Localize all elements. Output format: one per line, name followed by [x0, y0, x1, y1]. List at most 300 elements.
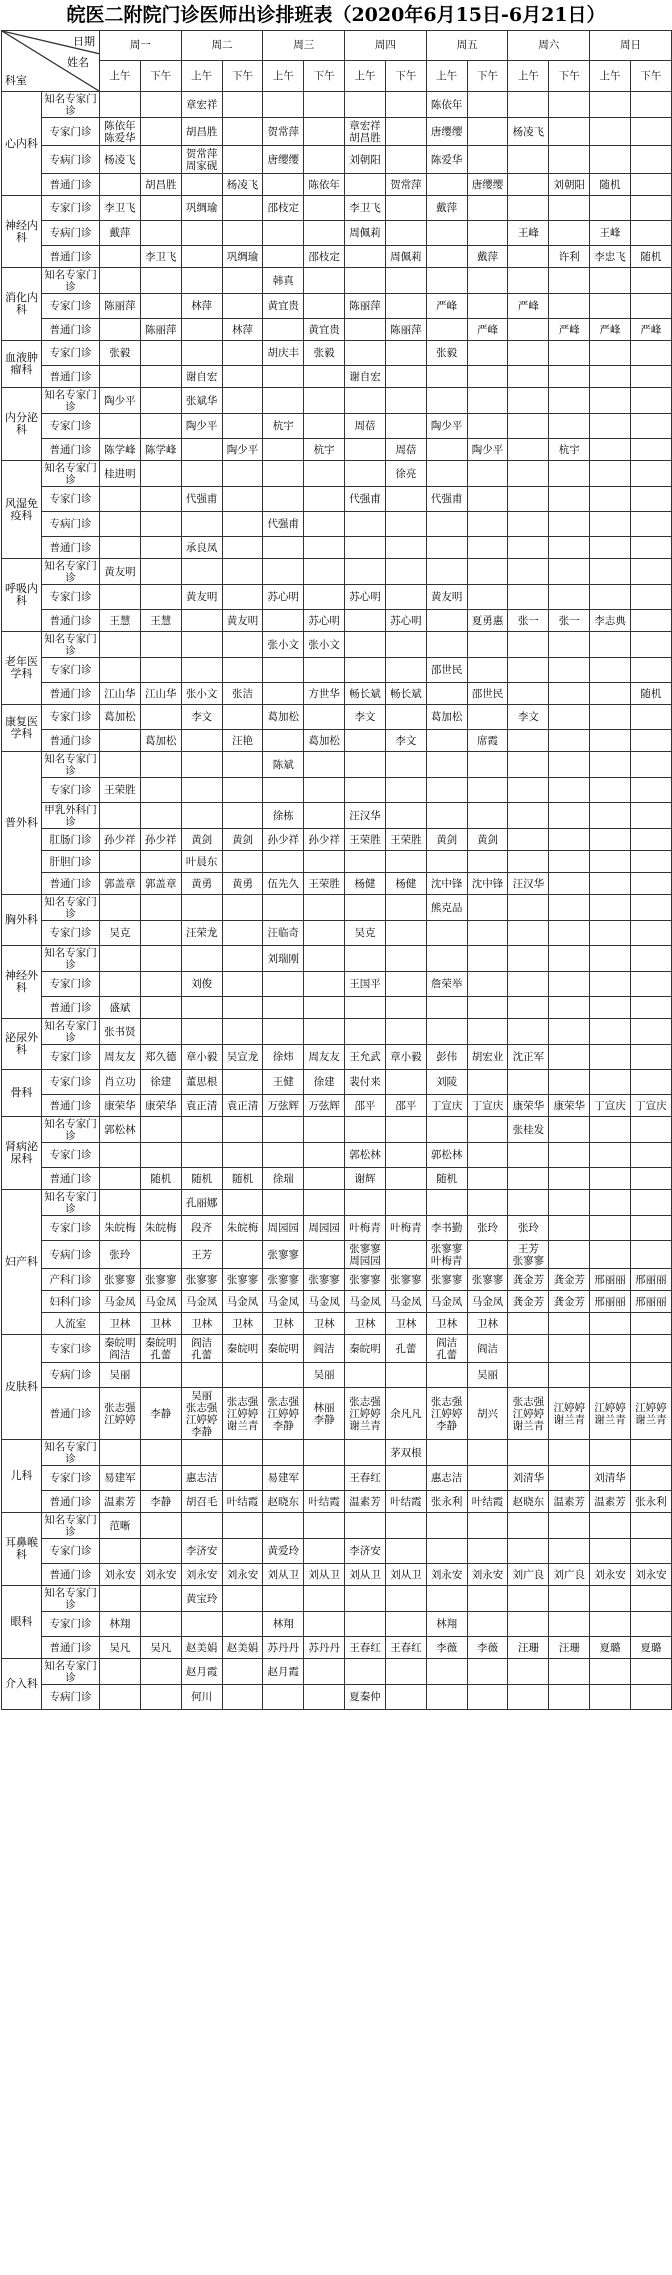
schedule-cell	[385, 705, 426, 730]
schedule-cell	[140, 921, 181, 946]
schedule-cell	[385, 1070, 426, 1095]
schedule-cell: 汪珊	[549, 1637, 590, 1659]
schedule-cell: 畅长斌	[385, 683, 426, 705]
schedule-cell: 段齐	[181, 1216, 222, 1241]
schedule-cell	[630, 1440, 671, 1466]
schedule-cell: 卫林	[222, 1313, 263, 1335]
schedule-cell	[222, 1070, 263, 1095]
schedule-cell	[181, 439, 222, 461]
schedule-cell: 桂进明	[100, 461, 141, 487]
schedule-cell	[345, 1363, 386, 1388]
schedule-cell	[467, 294, 508, 319]
schedule-cell	[590, 1685, 631, 1710]
schedule-cell: 唐缨缨	[263, 146, 304, 174]
table-row	[2, 1313, 672, 1335]
schedule-cell	[426, 366, 467, 388]
schedule-cell: 卫林	[100, 1313, 141, 1335]
schedule-cell: 李薇	[426, 1637, 467, 1659]
schedule-cell	[508, 1143, 549, 1168]
day-header: 周四	[345, 31, 427, 61]
schedule-cell	[304, 1168, 345, 1190]
schedule-cell	[222, 294, 263, 319]
schedule-cell	[508, 92, 549, 118]
clinic-type: 普通门诊	[42, 246, 100, 268]
department-name: 胸外科	[2, 895, 42, 946]
schedule-cell	[549, 632, 590, 658]
schedule-cell	[590, 1659, 631, 1685]
schedule-cell: 马金凤	[345, 1291, 386, 1313]
schedule-cell	[630, 118, 671, 146]
schedule-cell	[426, 778, 467, 803]
schedule-cell: 苏心明	[385, 610, 426, 632]
schedule-cell	[508, 512, 549, 537]
schedule-cell	[263, 1513, 304, 1539]
schedule-cell	[263, 658, 304, 683]
schedule-cell: 刘永安	[426, 1564, 467, 1586]
schedule-cell: 黄友明	[100, 559, 141, 585]
schedule-cell	[140, 752, 181, 778]
schedule-cell	[263, 319, 304, 341]
schedule-cell	[304, 752, 345, 778]
schedule-cell: 朱皖梅	[140, 1216, 181, 1241]
table-row	[2, 829, 672, 851]
schedule-cell	[140, 972, 181, 997]
schedule-cell	[508, 246, 549, 268]
schedule-cell	[426, 1019, 467, 1045]
schedule-cell	[263, 439, 304, 461]
schedule-cell	[549, 146, 590, 174]
schedule-cell	[222, 461, 263, 487]
table-row	[2, 1269, 672, 1291]
schedule-cell	[140, 1513, 181, 1539]
table-row	[2, 1143, 672, 1168]
clinic-type: 专家门诊	[42, 1335, 100, 1363]
schedule-cell	[181, 1019, 222, 1045]
schedule-cell: 刘永安	[222, 1564, 263, 1586]
schedule-cell	[385, 1612, 426, 1637]
schedule-cell	[630, 1019, 671, 1045]
table-row	[2, 268, 672, 294]
schedule-cell: 万弦辉	[304, 1095, 345, 1117]
schedule-cell	[630, 1335, 671, 1363]
table-row	[2, 803, 672, 829]
schedule-cell: 胡兴	[467, 1388, 508, 1440]
schedule-cell	[140, 1659, 181, 1685]
schedule-cell	[590, 366, 631, 388]
schedule-cell: 马金凤	[140, 1291, 181, 1313]
schedule-cell	[508, 487, 549, 512]
schedule-cell	[100, 1190, 141, 1216]
schedule-cell	[304, 461, 345, 487]
schedule-cell: 马金凤	[263, 1291, 304, 1313]
schedule-cell: 惠志洁	[426, 1466, 467, 1491]
schedule-cell	[549, 559, 590, 585]
schedule-cell	[590, 1190, 631, 1216]
schedule-cell: 阎洁 孔蕾	[181, 1335, 222, 1363]
table-row	[2, 1216, 672, 1241]
schedule-cell	[630, 585, 671, 610]
schedule-cell	[590, 1513, 631, 1539]
schedule-cell: 卫林	[304, 1313, 345, 1335]
schedule-cell: 夏秦仲	[345, 1685, 386, 1710]
schedule-cell	[263, 174, 304, 196]
clinic-type: 专病门诊	[42, 512, 100, 537]
schedule-cell: 周佩莉	[345, 221, 386, 246]
schedule-cell: 王健	[263, 1070, 304, 1095]
schedule-cell	[630, 196, 671, 221]
schedule-cell	[467, 752, 508, 778]
schedule-cell	[304, 268, 345, 294]
schedule-cell: 陶少平	[222, 439, 263, 461]
schedule-cell	[100, 319, 141, 341]
schedule-cell	[100, 1539, 141, 1564]
schedule-cell: 张寥寥	[181, 1269, 222, 1291]
schedule-cell	[345, 632, 386, 658]
schedule-cell	[590, 921, 631, 946]
schedule-cell	[345, 730, 386, 752]
schedule-cell	[140, 537, 181, 559]
schedule-cell: 邵枝定	[263, 196, 304, 221]
schedule-cell: 李文	[345, 705, 386, 730]
schedule-cell	[549, 1539, 590, 1564]
schedule-cell: 谢辉	[345, 1168, 386, 1190]
schedule-cell	[549, 118, 590, 146]
schedule-cell: 杨凌飞	[508, 118, 549, 146]
schedule-cell	[467, 461, 508, 487]
schedule-cell: 张寥寥	[222, 1269, 263, 1291]
schedule-cell: 沈中锋	[467, 873, 508, 895]
schedule-cell	[140, 268, 181, 294]
schedule-cell	[345, 1513, 386, 1539]
clinic-type: 专家门诊	[42, 1466, 100, 1491]
schedule-cell: 葛加松	[140, 730, 181, 752]
schedule-cell	[508, 1659, 549, 1685]
pm-header: 下午	[549, 60, 590, 91]
schedule-cell: 汪珊	[508, 1637, 549, 1659]
schedule-cell	[590, 873, 631, 895]
schedule-cell	[181, 319, 222, 341]
schedule-cell: 李文	[385, 730, 426, 752]
schedule-cell	[222, 946, 263, 972]
schedule-cell: 康荣华	[140, 1095, 181, 1117]
clinic-type: 普通门诊	[42, 1388, 100, 1440]
department-name: 儿科	[2, 1440, 42, 1513]
schedule-cell	[181, 559, 222, 585]
schedule-cell	[345, 268, 386, 294]
department-name: 耳鼻喉科	[2, 1513, 42, 1586]
table-row	[2, 1190, 672, 1216]
schedule-cell	[630, 705, 671, 730]
schedule-cell: 王荣胜	[345, 829, 386, 851]
schedule-cell: 黄剑	[222, 829, 263, 851]
schedule-cell: 万弦辉	[263, 1095, 304, 1117]
schedule-cell	[140, 1612, 181, 1637]
schedule-cell	[467, 512, 508, 537]
clinic-type: 产科门诊	[42, 1269, 100, 1291]
schedule-cell: 谢自宏	[345, 366, 386, 388]
schedule-cell: 随机	[426, 1168, 467, 1190]
schedule-cell	[630, 366, 671, 388]
schedule-cell	[385, 414, 426, 439]
schedule-cell	[630, 997, 671, 1019]
schedule-cell	[549, 1685, 590, 1710]
schedule-cell: 王荣胜	[304, 873, 345, 895]
schedule-cell: 严峰	[630, 319, 671, 341]
schedule-cell: 胡昌胜	[140, 174, 181, 196]
schedule-cell	[630, 388, 671, 414]
clinic-type: 专病门诊	[42, 146, 100, 174]
schedule-cell	[222, 146, 263, 174]
clinic-type: 知名专家门诊	[42, 92, 100, 118]
schedule-cell	[222, 388, 263, 414]
schedule-cell	[590, 829, 631, 851]
schedule-cell	[263, 610, 304, 632]
schedule-cell	[181, 512, 222, 537]
schedule-cell	[222, 632, 263, 658]
schedule-cell	[630, 1070, 671, 1095]
table-row	[2, 1070, 672, 1095]
schedule-cell	[549, 585, 590, 610]
schedule-cell	[222, 752, 263, 778]
schedule-cell: 张寥寥	[304, 1269, 345, 1291]
schedule-cell	[100, 1143, 141, 1168]
schedule-cell	[304, 294, 345, 319]
schedule-cell: 随机	[590, 174, 631, 196]
schedule-cell	[140, 294, 181, 319]
schedule-cell	[467, 1659, 508, 1685]
schedule-cell: 王慧	[100, 610, 141, 632]
schedule-cell	[385, 1143, 426, 1168]
schedule-cell	[385, 921, 426, 946]
clinic-type: 专家门诊	[42, 1143, 100, 1168]
clinic-type: 普通门诊	[42, 537, 100, 559]
schedule-cell	[222, 778, 263, 803]
clinic-type: 知名专家门诊	[42, 1019, 100, 1045]
schedule-cell: 张毅	[426, 341, 467, 366]
schedule-cell	[590, 196, 631, 221]
department-name: 泌尿外科	[2, 1019, 42, 1070]
schedule-cell: 李济安	[345, 1539, 386, 1564]
schedule-cell: 卫林	[426, 1313, 467, 1335]
schedule-cell: 黄友明	[222, 610, 263, 632]
schedule-cell	[467, 1019, 508, 1045]
schedule-cell	[222, 92, 263, 118]
schedule-cell	[590, 559, 631, 585]
table-row	[2, 921, 672, 946]
schedule-cell	[467, 1685, 508, 1710]
clinic-type: 人流室	[42, 1313, 100, 1335]
schedule-cell	[549, 972, 590, 997]
schedule-cell: 赵晓东	[263, 1491, 304, 1513]
schedule-cell	[467, 632, 508, 658]
schedule-cell: 吴丽	[100, 1363, 141, 1388]
clinic-type: 专家门诊	[42, 705, 100, 730]
schedule-cell: 刘从卫	[263, 1564, 304, 1586]
table-row	[2, 1586, 672, 1612]
clinic-type: 知名专家门诊	[42, 1513, 100, 1539]
schedule-cell	[426, 559, 467, 585]
schedule-cell: 王国平	[345, 972, 386, 997]
schedule-cell: 张永利	[426, 1491, 467, 1513]
schedule-cell: 吴丽 张志强 江婷婷 李静	[181, 1388, 222, 1440]
schedule-cell: 何川	[181, 1685, 222, 1710]
schedule-cell: 陈依年	[304, 174, 345, 196]
schedule-cell	[140, 512, 181, 537]
schedule-cell: 杨凌飞	[100, 146, 141, 174]
schedule-cell	[590, 1313, 631, 1335]
schedule-cell: 丁宣庆	[426, 1095, 467, 1117]
schedule-cell	[345, 1117, 386, 1143]
schedule-cell: 巩绸瑜	[222, 246, 263, 268]
schedule-cell	[590, 268, 631, 294]
schedule-cell	[304, 537, 345, 559]
schedule-cell: 吴丽	[467, 1363, 508, 1388]
table-row	[2, 537, 672, 559]
schedule-cell	[222, 1685, 263, 1710]
schedule-cell	[426, 1659, 467, 1685]
schedule-cell	[263, 1190, 304, 1216]
schedule-cell: 肖立功	[100, 1070, 141, 1095]
schedule-cell: 朱皖梅	[222, 1216, 263, 1241]
schedule-cell	[426, 1685, 467, 1710]
schedule-cell	[222, 1363, 263, 1388]
schedule-cell: 沈中锋	[426, 873, 467, 895]
schedule-cell	[590, 946, 631, 972]
schedule-cell	[549, 1019, 590, 1045]
schedule-cell: 林丽 李静	[304, 1388, 345, 1440]
table-row	[2, 1019, 672, 1045]
pm-header: 下午	[140, 60, 181, 91]
schedule-cell: 叶梅青	[385, 1216, 426, 1241]
schedule-cell: 王春红	[345, 1637, 386, 1659]
schedule-cell: 丁宣庆	[467, 1095, 508, 1117]
schedule-cell: 吴丽	[304, 1363, 345, 1388]
schedule-cell	[100, 512, 141, 537]
schedule-cell	[426, 1363, 467, 1388]
schedule-cell	[304, 487, 345, 512]
clinic-type: 知名专家门诊	[42, 1117, 100, 1143]
schedule-cell: 孙少祥	[140, 829, 181, 851]
clinic-type: 普通门诊	[42, 439, 100, 461]
schedule-cell	[426, 461, 467, 487]
department-name: 皮肤科	[2, 1335, 42, 1440]
schedule-cell	[630, 778, 671, 803]
schedule-cell	[630, 1117, 671, 1143]
schedule-cell: 陶少平	[467, 439, 508, 461]
schedule-cell: 邵世民	[426, 658, 467, 683]
schedule-cell: 王慧	[140, 610, 181, 632]
schedule-cell: 张一	[508, 610, 549, 632]
schedule-cell	[304, 1586, 345, 1612]
schedule-cell: 承良凤	[181, 537, 222, 559]
am-header: 上午	[263, 60, 304, 91]
schedule-cell: 邵平	[345, 1095, 386, 1117]
schedule-cell	[549, 537, 590, 559]
schedule-cell	[222, 1440, 263, 1466]
schedule-cell	[630, 972, 671, 997]
schedule-cell	[222, 895, 263, 921]
schedule-cell: 李薇	[467, 1637, 508, 1659]
schedule-cell	[508, 1539, 549, 1564]
schedule-cell: 贺常萍	[263, 118, 304, 146]
schedule-cell	[630, 1168, 671, 1190]
schedule-cell	[181, 461, 222, 487]
schedule-cell	[508, 851, 549, 873]
clinic-type: 专家门诊	[42, 778, 100, 803]
schedule-cell	[590, 1045, 631, 1070]
department-name: 妇产科	[2, 1190, 42, 1335]
schedule-cell	[222, 221, 263, 246]
schedule-cell	[549, 1313, 590, 1335]
schedule-cell: 江山华	[100, 683, 141, 705]
schedule-cell	[345, 997, 386, 1019]
schedule-cell	[426, 851, 467, 873]
schedule-cell	[100, 895, 141, 921]
schedule-cell	[222, 366, 263, 388]
schedule-cell	[385, 1659, 426, 1685]
schedule-cell	[630, 1466, 671, 1491]
schedule-cell	[630, 174, 671, 196]
table-row	[2, 778, 672, 803]
table-row	[2, 1637, 672, 1659]
table-row	[2, 972, 672, 997]
schedule-cell	[549, 705, 590, 730]
schedule-cell: 随机	[630, 683, 671, 705]
schedule-cell	[100, 972, 141, 997]
table-row	[2, 683, 672, 705]
schedule-cell: 汪临奇	[263, 921, 304, 946]
schedule-cell: 马金凤	[426, 1291, 467, 1313]
table-row	[2, 461, 672, 487]
clinic-type: 普通门诊	[42, 610, 100, 632]
schedule-cell: 章宏祥	[181, 92, 222, 118]
schedule-cell: 张斌华	[181, 388, 222, 414]
schedule-cell: 严峰	[426, 294, 467, 319]
schedule-cell	[630, 439, 671, 461]
schedule-cell	[549, 683, 590, 705]
schedule-cell	[385, 118, 426, 146]
schedule-cell	[467, 1117, 508, 1143]
schedule-cell: 刘永安	[140, 1564, 181, 1586]
schedule-cell	[549, 1659, 590, 1685]
department-name: 骨科	[2, 1070, 42, 1117]
schedule-cell: 黄宝玲	[181, 1586, 222, 1612]
schedule-cell	[467, 1539, 508, 1564]
schedule-cell: 孔丽娜	[181, 1190, 222, 1216]
schedule-cell: 随机	[181, 1168, 222, 1190]
schedule-cell	[222, 1539, 263, 1564]
schedule-cell	[304, 1440, 345, 1466]
schedule-cell	[467, 487, 508, 512]
schedule-cell	[467, 1466, 508, 1491]
schedule-cell	[549, 851, 590, 873]
schedule-cell	[140, 118, 181, 146]
schedule-cell	[630, 1363, 671, 1388]
clinic-type: 知名专家门诊	[42, 895, 100, 921]
schedule-cell	[590, 632, 631, 658]
schedule-cell	[467, 1070, 508, 1095]
clinic-type: 专病门诊	[42, 1241, 100, 1269]
schedule-cell: 张寥寥	[385, 1269, 426, 1291]
schedule-cell	[590, 851, 631, 873]
schedule-cell: 马金凤	[100, 1291, 141, 1313]
schedule-cell: 张玲	[100, 1241, 141, 1269]
schedule-cell: 朱皖梅	[100, 1216, 141, 1241]
schedule-cell	[630, 146, 671, 174]
schedule-cell	[590, 146, 631, 174]
schedule-cell	[549, 658, 590, 683]
schedule-cell	[263, 972, 304, 997]
